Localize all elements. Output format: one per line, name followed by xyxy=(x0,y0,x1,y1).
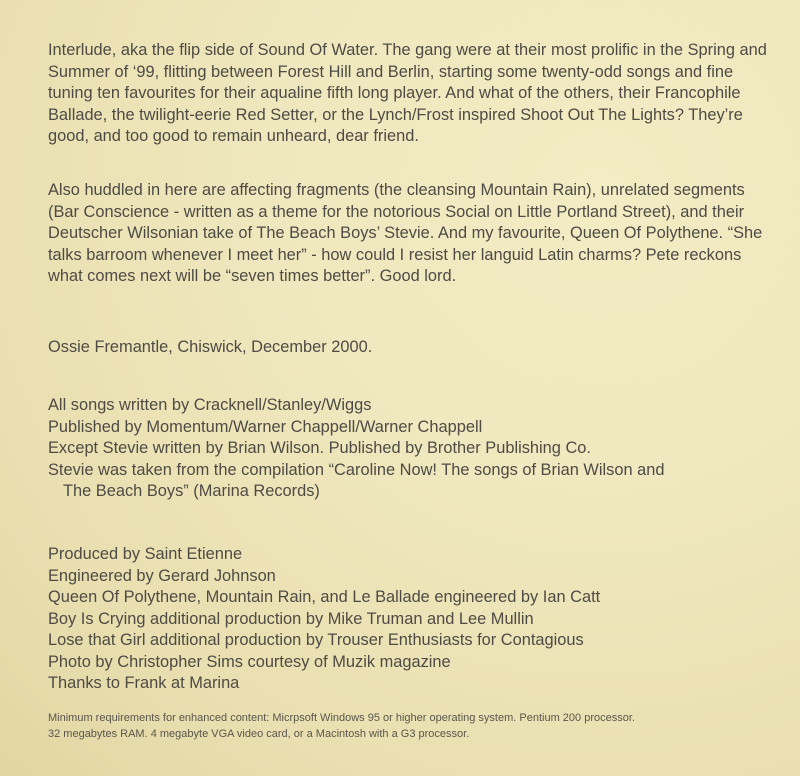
credit-line: Queen Of Polythene, Mountain Rain, and Le Ballade engineered by Ian Catt xyxy=(48,588,601,606)
credit-line: Produced by Saint Etienne xyxy=(48,545,243,563)
credit-line: Published by Momentum/Warner Chappell/Warner Chappell xyxy=(48,417,483,436)
requirements-line: 32 megabytes RAM. 4 megabyte VGA video card, or a Macintosh with a G3 processor. xyxy=(48,727,470,740)
signoff: Ossie Fremantle, Chiswick, December 2000. xyxy=(48,338,373,356)
song-credits xyxy=(48,395,778,503)
credit-line: Engineered by Gerard Johnson xyxy=(48,566,276,585)
requirements-line: Minimum requirements for enhanced content: Micrpsoft Windows 95 or higher operating system. Pentium 200 processor. xyxy=(48,712,635,724)
credit-line: Except Stevie written by Brian Wilson. Published by Brother Publishing Co. xyxy=(48,439,591,457)
intro-paragraph: Interlude, aka the flip side of Sound Of Water. The gang were at their most prolific in the Spring and Summer of ‘99, flitting between Forest Hill and Berlin, starting some twenty-odd songs and fine tuning ten favourites for their aqualine fifth long player. And what of the others, their Francophile Ballade, the twilight-eerie Red Setter, or the Lynch/Frost inspired Shoot Out The Lights? They’re good, and too good to remain unheard, dear friend. xyxy=(48,41,767,145)
production-credits xyxy=(48,544,778,695)
credit-line: Thanks to Frank at Marina xyxy=(48,674,240,692)
credit-line: Stevie was taken from the compilation “Caroline Now! The songs of Brian Wilson and xyxy=(48,460,665,479)
credit-line: The Beach Boys” (Marina Records) xyxy=(63,482,320,500)
second-paragraph: Also huddled in here are affecting fragments (the cleansing Mountain Rain), unrelated segments (Bar Conscience - written as a theme for the notorious Social on Little Portland Street), and their Deutscher Wilsonian take of The Beach Boys’ Stevie. And my favourite, Queen Of Polythene. “She talks barroom whenever I meet her” - how could I resist her languid Latin charms? Pete reckons what comes next will be “seven times better”. Good lord. xyxy=(48,181,763,285)
credit-line: All songs written by Cracknell/Stanley/Wiggs xyxy=(48,396,372,414)
credit-line: Lose that Girl additional production by Trouser Enthusiasts for Contagious xyxy=(48,631,584,649)
credit-line: Boy Is Crying additional production by Mike Truman and Lee Mullin xyxy=(48,609,534,628)
credit-line: Photo by Christopher Sims courtesy of Muzik magazine xyxy=(48,652,451,671)
system-requirements xyxy=(48,711,778,742)
